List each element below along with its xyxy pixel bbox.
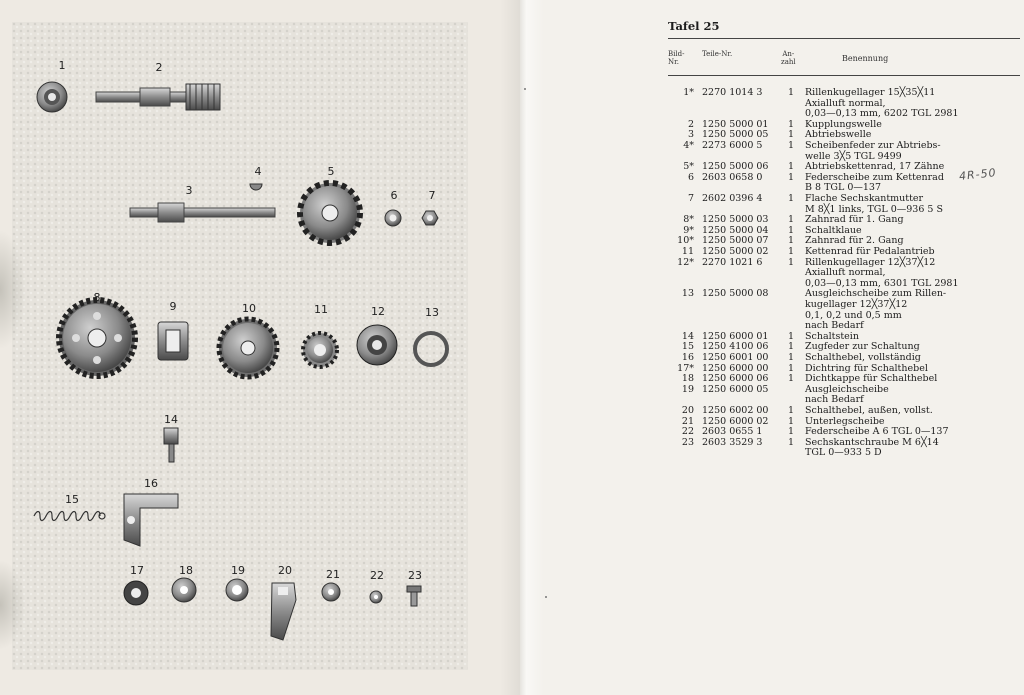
ball-bearing-part [37,82,67,112]
cell-teile-nr: 2603 0658 0 [702,171,763,183]
cell-bild-nr: 11 [681,246,694,257]
cell-benennung [805,88,1010,120]
benennung-line: Axialluft normal, [805,267,886,279]
seal-ring-part [124,581,148,605]
cell-anzahl: 1 [787,362,795,374]
part-label: 11 [314,303,328,316]
header-anzahl: An- zahl [781,50,796,66]
hex-bolt-part [407,586,421,606]
part-label: 18 [179,564,193,577]
cell-teile-nr: 1250 6002 00 [702,405,769,416]
cell-bild-nr: 15 [681,341,694,353]
benennung-line: Kupplungswelle [805,118,882,130]
benennung-line: Zugfeder zur Schaltung [805,341,920,353]
part-label: 22 [370,569,384,582]
benennung-line: M 8╳1 links, TGL 0—936 5 S [805,203,943,215]
cell-teile-nr: 1250 6000 02 [702,415,769,427]
cell-anzahl: 1 [787,193,795,204]
benennung-line: Abtriebskettenrad, 17 Zähne [805,161,945,173]
cell-bild-nr: 13 [681,288,694,300]
shift-dog-part [158,322,188,360]
cell-anzahl: 1 [787,341,795,353]
cell-benennung [805,353,1010,364]
gear-first-part [59,300,135,376]
table-row [668,353,1024,364]
cell-teile-nr: 1250 5000 01 [702,118,769,130]
cell-bild-nr: 2 [687,118,694,130]
cell-bild-nr: 12* [677,256,694,268]
benennung-line: Zahnrad für 2. Gang [805,235,904,247]
table-row [668,385,1024,406]
cell-bild-nr: 10* [677,235,694,247]
ball-bearing-12-part [357,325,397,365]
part-label: 7 [428,189,436,202]
cell-bild-nr: 3 [687,129,694,141]
page-title: Tafel 25 [668,19,720,33]
benennung-line: Unterlegscheibe [805,415,885,427]
table-row [668,406,1024,417]
benennung-line: nach Bedarf [805,320,864,332]
cell-bild-nr: 7 [687,193,694,204]
cell-teile-nr: 1250 5000 06 [702,161,769,173]
benennung-line: Abtriebswelle [805,129,872,141]
cell-anzahl: 1 [787,171,795,183]
sprocket-17-teeth-part [300,183,360,243]
part-label: 8 [93,291,101,304]
cell-benennung [805,141,1010,162]
cell-anzahl: 1 [787,415,795,427]
part-label: 21 [326,568,340,581]
seal-cap-part [172,578,196,602]
cell-bild-nr: 19 [681,383,694,395]
cell-bild-nr: 22 [681,426,694,438]
cell-teile-nr: 1250 6000 00 [702,362,769,374]
benennung-line: TGL 0—933 5 D [805,447,882,459]
cell-teile-nr: 1250 5000 07 [702,235,769,247]
benennung-line: Rillenkugellager 12╳37╳12 [805,256,936,268]
cell-bild-nr: 5* [683,161,694,173]
benennung-line: 0,03—0,13 mm, 6202 TGL 2981 [805,108,959,120]
cell-anzahl: 1 [787,214,795,226]
cell-benennung [805,194,1010,215]
cell-anzahl: 1 [787,405,795,416]
table-row [668,258,1024,290]
book-gutter [500,0,544,695]
cell-teile-nr: 2602 0396 4 [702,193,763,204]
cell-bild-nr: 1* [683,87,694,98]
cell-teile-nr: 1250 6000 01 [702,330,769,342]
table-row [668,88,1024,120]
benennung-line: Schaltklaue [805,224,862,236]
spring-washer-22-part [370,591,382,603]
cell-teile-nr: 1250 5000 04 [702,224,769,236]
tension-spring-part [34,512,105,521]
cell-bild-nr: 14 [681,330,694,342]
cell-bild-nr: 17* [677,362,694,374]
cell-anzahl: 1 [787,87,795,98]
header-benennung: Benennung [842,54,889,63]
cell-anzahl: 1 [787,140,795,151]
part-label: 5 [327,165,335,178]
benennung-line: Dichtring für Schalthebel [805,362,928,374]
part-label: 15 [65,493,79,506]
table-row [668,438,1024,459]
right-page [544,0,1024,695]
cell-teile-nr: 1250 6001 00 [702,352,769,363]
benennung-line: Schalthebel, außen, vollst. [805,405,933,416]
table-top-rule [668,38,1020,39]
cell-bild-nr: 20 [681,405,694,416]
cell-anzahl: 1 [787,373,795,385]
output-shaft-part [130,203,275,222]
woodruff-key-part [250,184,262,190]
cell-teile-nr: 1250 5000 08 [702,288,769,300]
handwritten-note: 4R-50 [958,166,998,183]
cell-teile-nr: 1250 6000 06 [702,373,769,385]
cell-anzahl: 1 [787,246,795,257]
benennung-line: Ausgleichscheibe [805,383,889,395]
benennung-line: Federscheibe zum Kettenrad [805,171,944,183]
cell-anzahl: 1 [787,256,795,268]
shift-lever-part [124,494,178,546]
part-label: 12 [371,305,385,318]
benennung-line: Federscheibe A 6 TGL 0—137 [805,426,949,438]
cell-teile-nr: 1250 5000 05 [702,129,769,141]
part-label: 10 [242,302,256,315]
cell-benennung [805,385,1010,406]
cell-anzahl: 1 [787,118,795,130]
cell-teile-nr: 2603 3529 3 [702,436,763,448]
benennung-line: Flache Sechskantmutter [805,193,924,204]
shim-ring-part [415,333,447,365]
table-row [668,194,1024,215]
benennung-line: Scheibenfeder zur Abtriebs- [805,140,941,151]
benennung-line: Rillenkugellager 15╳35╳11 [805,87,936,98]
table-row [668,289,1024,331]
cell-teile-nr: 2270 1021 6 [702,256,763,268]
cell-bild-nr: 8* [683,214,694,226]
pedal-sprocket-part [303,333,337,367]
header-bild-nr: Bild- Nr. [668,50,685,66]
shift-block-part [164,428,178,462]
cell-benennung [805,406,1010,417]
cell-bild-nr: 4* [683,140,694,151]
cell-bild-nr: 21 [681,415,694,427]
part-label: 9 [169,300,177,313]
benennung-line: Dichtkappe für Schalthebel [805,373,938,385]
outer-shift-lever-part [271,583,296,640]
cell-teile-nr: 2603 0655 1 [702,426,763,438]
cell-bild-nr: 16 [681,352,694,363]
benennung-line: Sechskantschraube M 6╳14 [805,436,939,448]
part-label: 23 [408,569,422,582]
cell-benennung [805,247,1010,258]
benennung-line: Zahnrad für 1. Gang [805,214,904,226]
cell-anzahl: 1 [787,235,795,247]
cell-bild-nr: 18 [681,373,694,385]
benennung-line: Axialluft normal, [805,97,886,109]
benennung-line: Schalthebel, vollständig [805,352,921,363]
benennung-line: Ausgleichscheibe zum Rillen- [805,288,947,300]
cell-teile-nr: 2273 6000 5 [702,140,763,151]
washer-part [322,583,340,601]
paper-speck [524,88,526,90]
cell-benennung [805,258,1010,290]
cell-bild-nr: 6 [687,171,694,183]
cell-anzahl: 1 [787,352,795,363]
part-label: 3 [185,184,193,197]
benennung-line: nach Bedarf [805,394,864,406]
part-label: 1 [58,59,66,72]
cell-anzahl: 1 [787,330,795,342]
cell-anzahl: 1 [787,129,795,141]
table-header-rule [668,75,1020,76]
cell-teile-nr: 2270 1014 3 [702,87,763,98]
benennung-line: 0,1, 0,2 und 0,5 mm [805,309,902,321]
cell-teile-nr: 1250 4100 06 [702,341,769,353]
part-label: 13 [425,306,439,319]
cell-teile-nr: 1250 6000 05 [702,383,769,395]
cell-bild-nr: 9* [683,224,694,236]
part-label: 16 [144,477,158,490]
cell-teile-nr: 1250 5000 03 [702,214,769,226]
cell-anzahl: 1 [787,426,795,438]
table-row [668,141,1024,162]
benennung-line: B 8 TGL 0—137 [805,182,881,194]
benennung-line: Schaltstein [805,330,859,342]
cell-teile-nr: 1250 5000 02 [702,246,769,257]
part-label: 6 [390,189,398,202]
part-label: 19 [231,564,245,577]
benennung-line: 0,03—0,13 mm, 6301 TGL 2981 [805,277,959,289]
clutch-shaft-part [96,84,220,110]
cell-anzahl: 1 [787,161,795,173]
shim-washer-part [226,579,248,601]
cell-anzahl: 1 [787,224,795,236]
cell-benennung [805,438,1010,459]
part-label: 4 [254,165,262,178]
cell-benennung [805,289,1010,331]
part-label: 20 [278,564,292,577]
part-label: 17 [130,564,144,577]
header-teile-nr: Teile-Nr. [702,50,733,58]
table-row [668,247,1024,258]
cell-bild-nr: 23 [681,436,694,448]
benennung-line: welle 3╳5 TGL 9499 [805,150,902,162]
part-label: 14 [164,413,178,426]
benennung-line: Kettenrad für Pedalantrieb [805,246,935,257]
benennung-line: kugellager 12╳37╳12 [805,298,908,310]
part-label: 2 [155,61,163,74]
cell-anzahl: 1 [787,436,795,448]
gear-second-part [219,319,277,377]
